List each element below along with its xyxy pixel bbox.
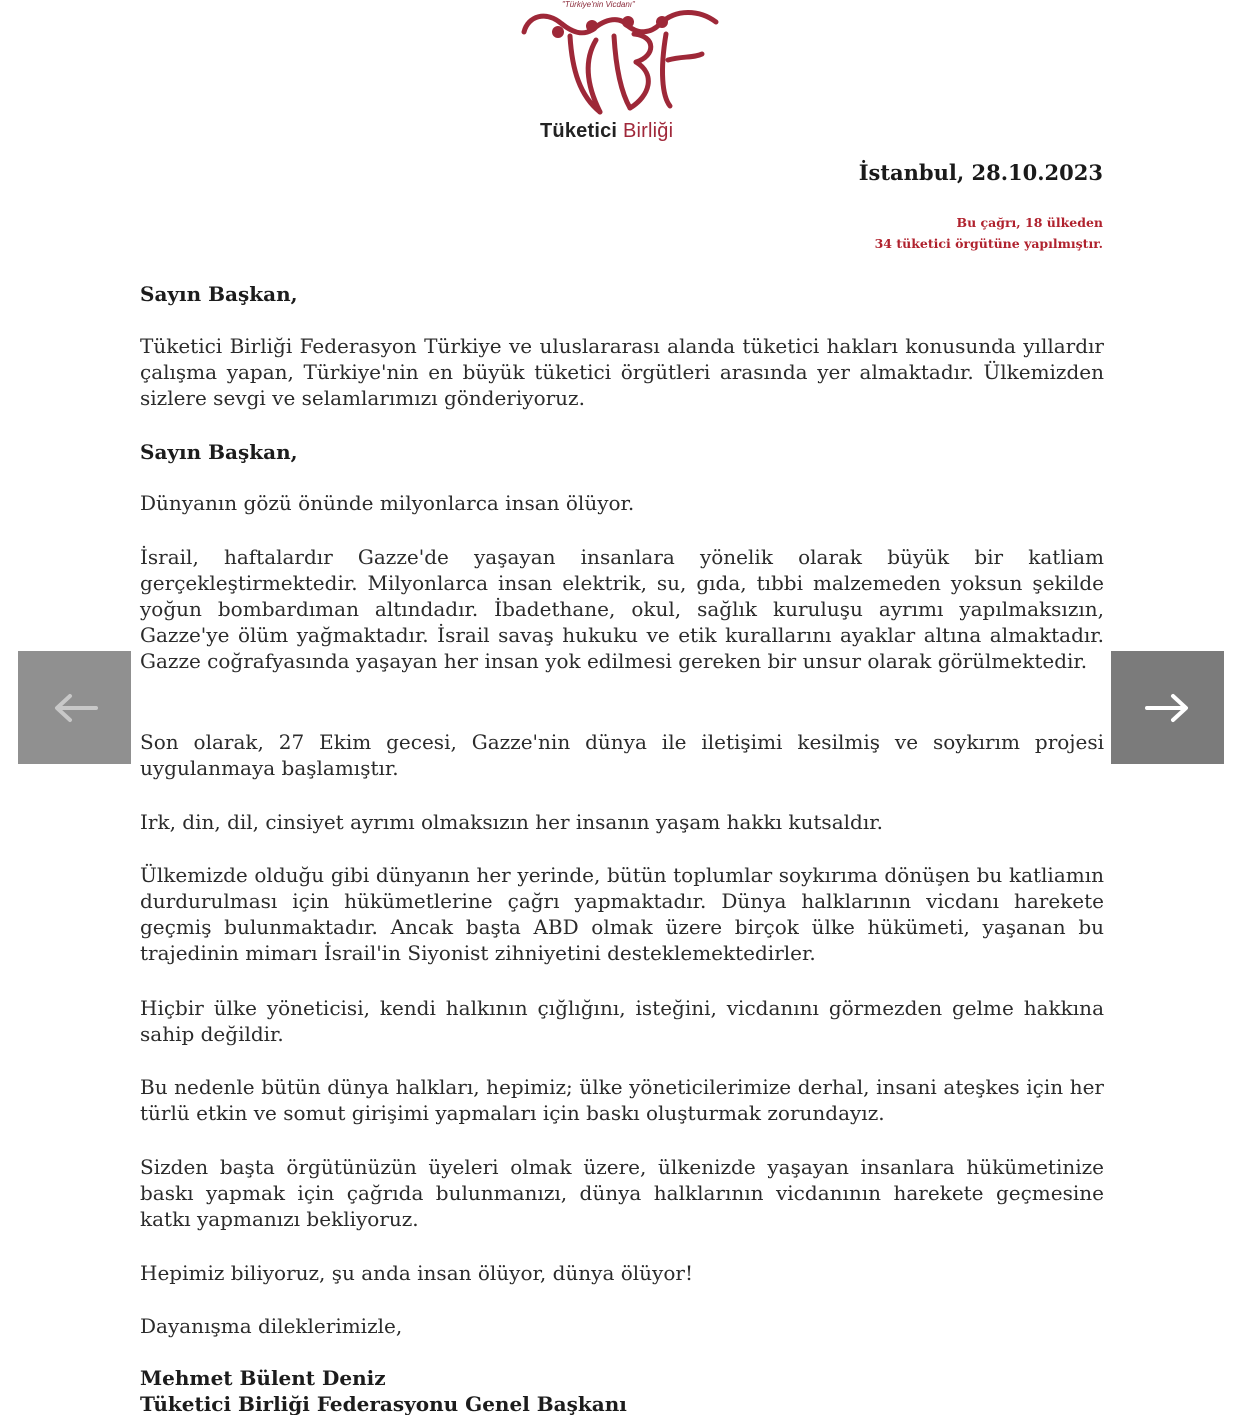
arrow-left-icon: [52, 693, 98, 723]
arrow-right-icon: [1145, 693, 1191, 723]
letter-date: İstanbul, 28.10.2023: [858, 160, 1103, 185]
next-page-button[interactable]: [1111, 651, 1224, 764]
paragraph-9: Sizden başta örgütünüzün üyeleri olmak üzere, ülkenizde yaşayan insanlara hükümetinize baskı yapmak için çağrıda bulunmanızı, dünya halklarının vicdanının harekete geçmesine katkı yapmanızı bekliyoruz.: [140, 1155, 1104, 1231]
paragraph-4: Son olarak, 27 Ekim gecesi, Gazze'nin dünya ile iletişimi kesilmiş ve soykırım projesi uygulanmaya başlamıştır.: [140, 730, 1104, 780]
logo-wordmark: [540, 120, 673, 143]
signer-title: Tüketici Birliği Federasyonu Genel Başkanı: [140, 1392, 627, 1415]
paragraph-1: Tüketici Birliği Federasyon Türkiye ve uluslararası alanda tüketici hakları konusunda yıllardır çalışma yapan, Türkiye'nin en büyük tüketici örgütleri arasında yer almaktadır. Ülkemizden sizlere sevgi ve selamlarımızı gönderiyoruz.: [140, 334, 1104, 410]
paragraph-2: Dünyanın gözü önünde milyonlarca insan ölüyor.: [140, 491, 635, 515]
paragraph-7: Hiçbir ülke yöneticisi, kendi halkının çığlığını, isteğini, vicdanını görmezden gelme hakkına sahip değildir.: [140, 996, 1104, 1046]
tuketici-birligi-logo: [510, 0, 730, 150]
note-line-2: 34 tüketici örgütüne yapılmıştır.: [874, 236, 1103, 251]
salutation-2: Sayın Başkan,: [140, 440, 298, 464]
logo-figures-icon: [510, 0, 730, 125]
paragraph-8: Bu nedenle bütün dünya halkları, hepimiz; ülke yöneticilerimize derhal, insani ateşkes için her türlü etkin ve somut girişimi yapmaları için baskı oluşturmak zorundayız.: [140, 1075, 1104, 1125]
logo-tagline: "Türkiye'nin Vicdanı": [562, 0, 635, 9]
logo-name-part1: Tüketici: [540, 120, 618, 142]
salutation-1: Sayın Başkan,: [140, 282, 298, 306]
paragraph-10: Hepimiz biliyoruz, şu anda insan ölüyor, dünya ölüyor!: [140, 1261, 693, 1285]
paragraph-6: Ülkemizde olduğu gibi dünyanın her yerinde, bütün toplumlar soykırıma dönüşen bu katliamın durdurulması için hükümetlerine çağrı yapmaktadır. Dünya halklarının vicdanı harekete geçmiş bulunmaktadır. Ancak başta ABD olmak üzere birçok ülke hükümeti, yaşanan bu trajedinin mimarı İsrail'in Siyonist zihniyetini desteklemektedirler.: [140, 863, 1104, 965]
signature-block: [140, 1365, 1104, 1415]
paragraph-5: Irk, din, dil, cinsiyet ayrımı olmaksızın her insanın yaşam hakkı kutsaldır.: [140, 810, 883, 834]
closing: Dayanışma dileklerimizle,: [140, 1314, 403, 1338]
previous-page-button[interactable]: [18, 651, 131, 764]
logo-name-part2: Birliği: [622, 120, 674, 142]
note-line-1: Bu çağrı, 18 ülkeden: [956, 215, 1103, 230]
signer-name: Mehmet Bülent Deniz: [140, 1366, 386, 1390]
distribution-note: [875, 212, 1103, 254]
paragraph-3: İsrail, haftalardır Gazze'de yaşayan insanlara yönelik olarak büyük bir katliam gerçekleştirmektedir. Milyonlarca insan elektrik, su, gıda, tıbbi malzemeden yoksun şekilde yoğun bombardıman altındadır. İbadethane, okul, sağlık kuruluşu ayrımı yapılmaksızın, Gazze'ye ölüm yağmaktadır. İsrail savaş hukuku ve etik kurallarını ayaklar altına almaktadır. Gazze coğrafyasında yaşayan her insan yok edilmesi gereken bir unsur olarak görülmektedir.: [140, 545, 1104, 673]
